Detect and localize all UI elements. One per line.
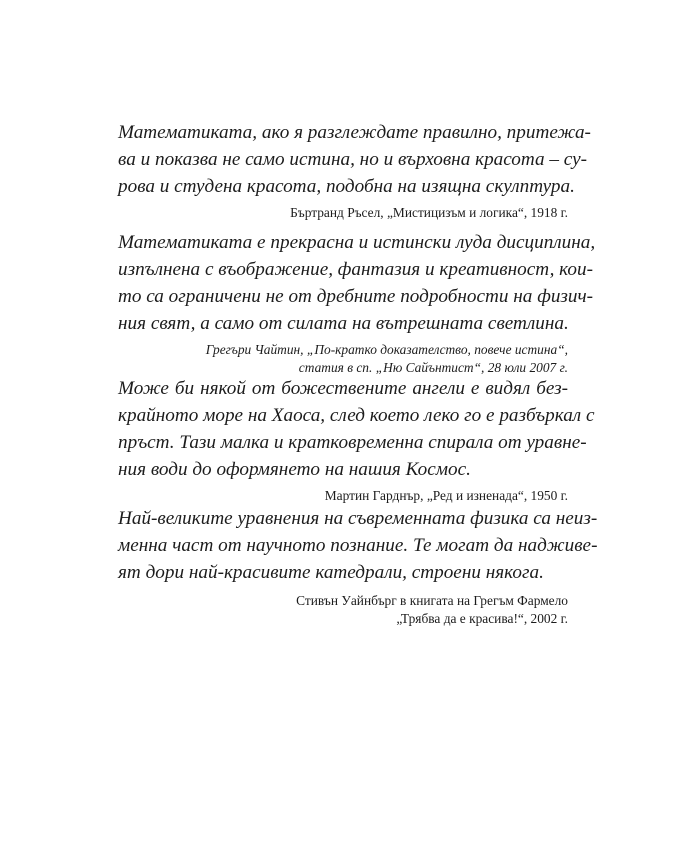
epigraph-gardner	[118, 375, 595, 505]
quote-line: рова и студена красота, подобна на изящна скулптура.	[118, 176, 575, 197]
quote-line: изпълнена с въображение, фантазия и креативност, кои-	[118, 259, 593, 280]
epigraph-russell	[118, 119, 591, 222]
quote-line: ния свят, а само от силата на вътрешната светлина.	[118, 313, 569, 334]
quote-line: Математиката, ако я разглеждате правилно, притежа-	[118, 122, 591, 143]
quote-line: менна част от научното познание. Те могат да надживе-	[118, 535, 598, 556]
quote-line: пръст. Тази малка и кратковременна спирала от уравне-	[118, 432, 587, 453]
quote-attribution: статия в сп. „Ню Сайънтист“, 28 юли 2007 г.	[298, 360, 568, 375]
quote-line: то са ограничени не от дребните подробности на физич-	[118, 286, 594, 307]
quote-attribution: Бъртранд Ръсел, „Мистицизъм и логика“, 1918 г.	[290, 205, 568, 220]
quote-attribution: „Трябва да е красива!“, 2002 г.	[396, 611, 568, 626]
quote-attribution: Грегъри Чайтин, „По-кратко доказателство, повече истина“,	[205, 342, 568, 357]
quote-line: Може би някой от божествените ангели е видял без-	[118, 378, 568, 399]
epigraph-chaitin	[118, 229, 596, 377]
quote-line: Най-великите уравнения на съвременната физика са неиз-	[118, 508, 598, 529]
quote-line: ния води до оформянето на нашия Космос.	[118, 459, 471, 480]
quote-attribution: Стивън Уайнбърг в книгата на Грегъм Фармело	[296, 593, 568, 608]
quote-line: ят дори най-красивите катедрали, строени някога.	[118, 562, 544, 583]
epigraph-weinberg	[118, 505, 598, 628]
quote-line: Математиката е прекрасна и истински луда дисциплина,	[118, 232, 596, 253]
quote-line: крайното море на Хаоса, след което леко го е разбъркал с	[118, 405, 595, 426]
quote-attribution: Мартин Гарднър, „Ред и изненада“, 1950 г.	[324, 488, 568, 503]
quote-line: ва и показва не само истина, но и върховна красота – су-	[118, 149, 588, 170]
